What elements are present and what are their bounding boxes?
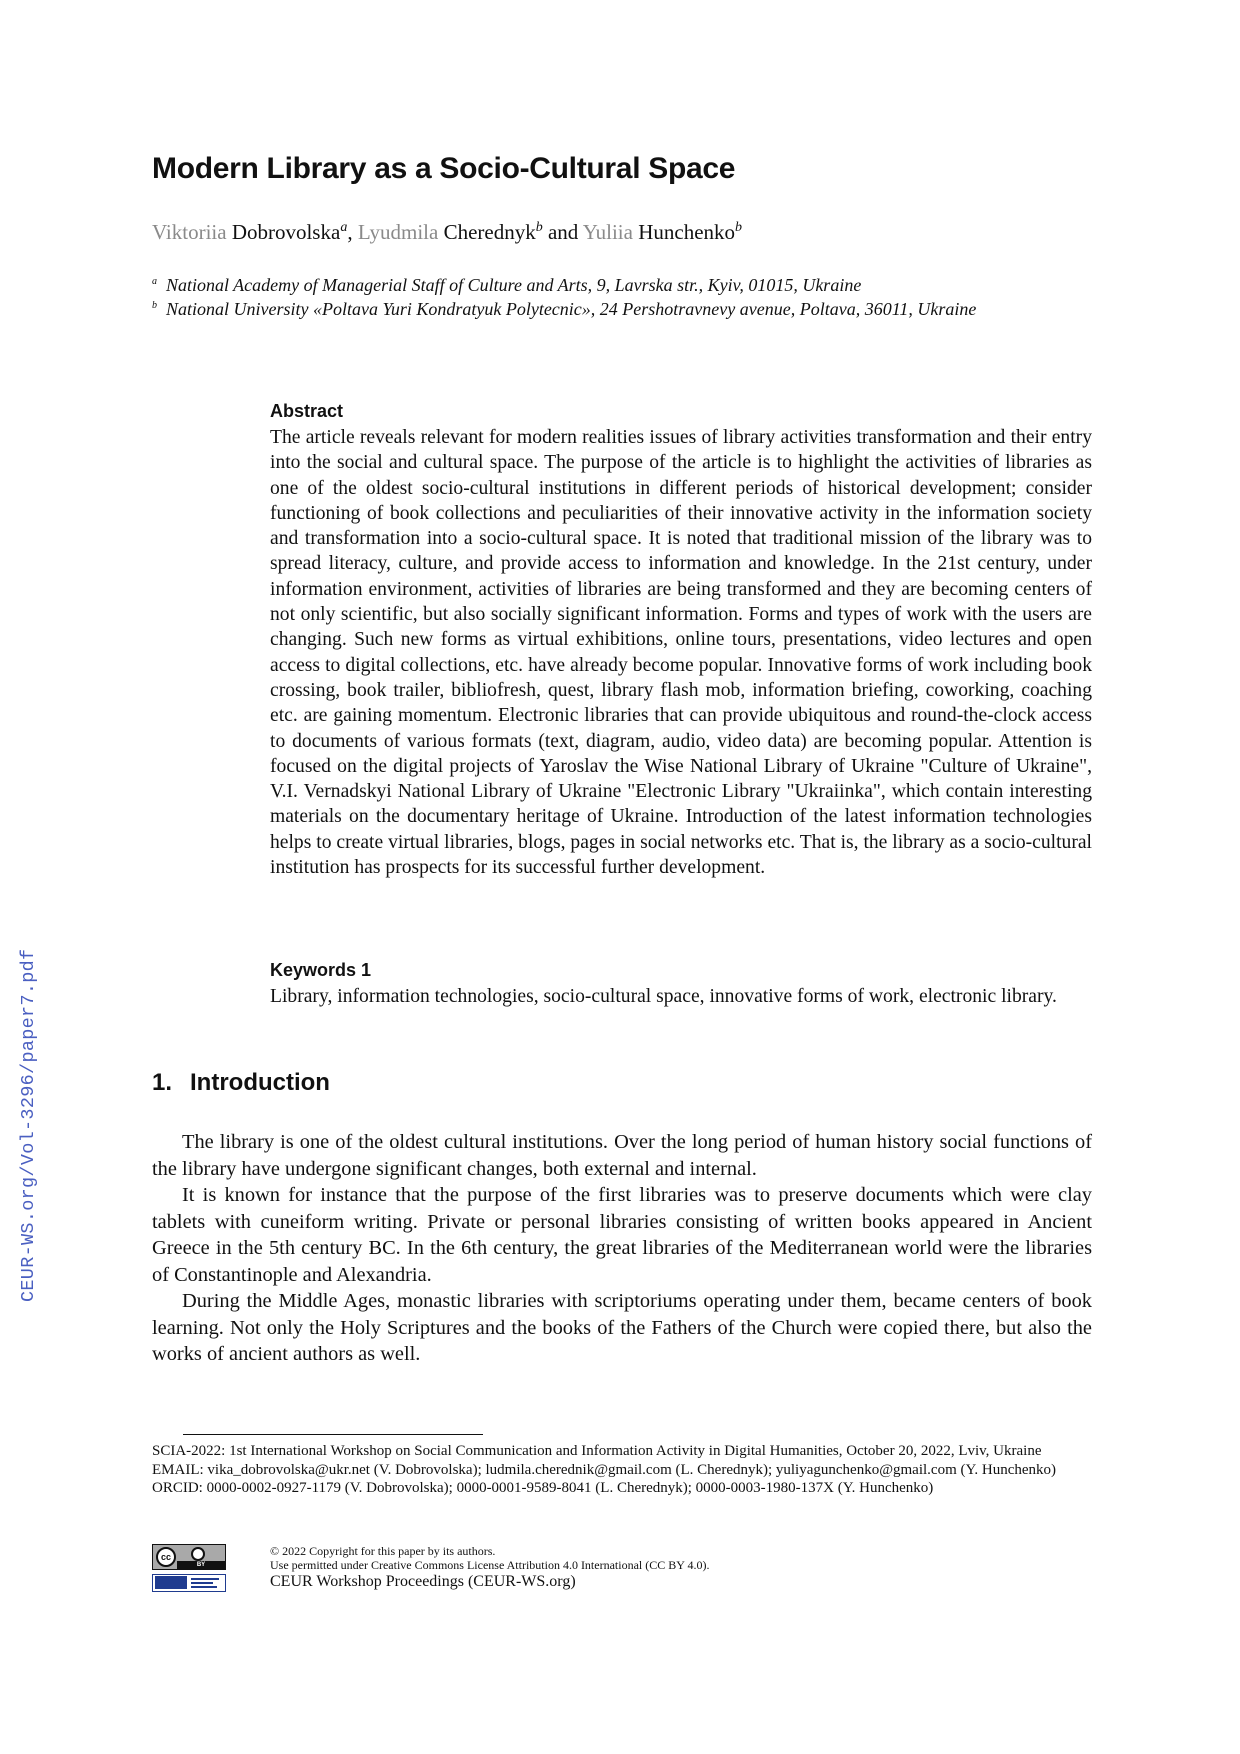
introduction-heading: [152, 1069, 330, 1097]
author-3-given: Yuliia: [582, 220, 633, 244]
affiliation-b: [152, 297, 1092, 321]
intro-paragraph: The library is one of the oldest cultural institutions. Over the long period of human history social functions of the library have undergone significant changes, both external and internal.: [152, 1131, 1092, 1180]
intro-paragraph: During the Middle Ages, monastic libraries with scriptoriums operating under them, became centers of book learning. Not only the Holy Scriptures and the books of the Fathers of the Church were copied there, but also the works of ancient authors as well.: [152, 1290, 1092, 1365]
author-and: and: [547, 220, 579, 244]
cc-icon: cc: [156, 1547, 176, 1567]
footnote-divider: [183, 1434, 483, 1435]
intro-paragraph: It is known for instance that the purpose of the first libraries was to preserve documents which were clay tablets with cuneiform writing. Private or personal libraries consisting of written books appeared in Ancient Greece in the 5th century BC. In the 6th century, the great libraries of the Mediterranean world were the libraries of Constantinople and Alexandria.: [152, 1184, 1092, 1286]
author-2-family: Cherednyk: [443, 220, 536, 244]
section-title: Introduction: [190, 1069, 330, 1096]
footnote-orcid: ORCID: 0000-0002-0927-1179 (V. Dobrovolska); 0000-0001-9589-8041 (L. Cherednyk); 0000-0003-1980-137X (Y. Hunchenko): [152, 1480, 934, 1496]
author-1-given: Viktoriia: [152, 220, 227, 244]
keywords-heading: Keywords 1: [270, 960, 372, 980]
by-label-bar: BY: [177, 1561, 225, 1569]
author-3-family: Hunchenko: [638, 220, 736, 244]
author-1-family: Dobrovolska: [231, 220, 341, 244]
author-line: [152, 220, 742, 245]
ceur-logo-line: [191, 1582, 213, 1584]
footnote-email: EMAIL: vika_dobrovolska@ukr.net (V. Dobrovolska); ludmila.cherednik@gmail.com (L. Cherednyk); yuliyagunchenko@gmail.com (Y. Hunchenko): [152, 1461, 1057, 1478]
keywords-text: Library, information technologies, socio-cultural space, innovative forms of work, electronic library.: [270, 986, 1057, 1007]
attribution-icon: [191, 1547, 205, 1561]
section-number: 1.: [152, 1069, 173, 1096]
introduction-body: [152, 1129, 1092, 1368]
ceur-logo-line: [191, 1586, 217, 1588]
proceedings-name: CEUR Workshop Proceedings (CEUR-WS.org): [270, 1573, 576, 1590]
affiliation-a-text: National Academy of Managerial Staff of Culture and Arts, 9, Lavrska str., Kyiv, 01015, Ukraine: [166, 275, 862, 295]
ceur-logo-block: [155, 1576, 187, 1589]
footnotes: [152, 1442, 1092, 1498]
license-block: [152, 1544, 852, 1592]
affiliation-a-mark: a: [152, 276, 157, 287]
abstract-text: The article reveals relevant for modern realities issues of library activities transformation and their entry into the social and cultural space. The purpose of the article is to highlight the activities of libraries as one of the oldest socio-cultural institutions in different periods of historical development; consider functioning of book collections and peculiarities of their innovative activity in the information society and transformation into a socio-cultural space. It is noted that traditional mission of the library was to spread literacy, culture, and provide access to information and knowledge. In the 21st century, under information environment, activities of libraries are being transformed and they are becoming centers of not only scientific, but also socially significant information. Forms and types of work with the users are changing. Such new forms as virtual exhibitions, online tours, presentations, video lectures and open access to digital collections, etc. have already become popular. Innovative forms of work including book crossing, book trailer, bibliofresh, quest, library flash mob, information briefing, coworking, coaching etc. are gaining momentum. Electronic libraries that can provide ubiquitous and round-the-clock access to documents of various formats (text, diagram, audio, video data) are becoming popular. Attention is focused on the digital projects of Yaroslav the Wise National Library of Ukraine "Culture of Ukraine", V.I. Vernadskyi National Library of Ukraine "Electronic Library "Ukraiinka", which contain interesting materials on the documentary heritage of Ukraine. Introduction of the latest information technologies helps to create virtual libraries, blogs, pages in social networks etc. That is, the library as a socio-cultural institution has prospects for its successful further development.: [270, 427, 1092, 879]
ceur-logo[interactable]: [152, 1574, 226, 1592]
ceur-logo-line: [191, 1578, 219, 1580]
copyright-text: © 2022 Copyright for this paper by its authors.: [270, 1544, 496, 1558]
affiliation-b-mark: b: [152, 300, 157, 311]
author-3-mark: b: [735, 220, 743, 235]
abstract-heading: Abstract: [270, 401, 344, 421]
ceur-side-stamp[interactable]: CEUR-WS.org/Vol-3296/paper7.pdf: [18, 948, 39, 1302]
author-1-mark: a: [340, 220, 348, 235]
author-separator: ,: [347, 220, 353, 244]
author-2-mark: b: [535, 220, 543, 235]
affiliation-b-text: National University «Poltava Yuri Kondratyuk Polytecnic», 24 Pershotravnevy avenue, Poltava, 36011, Ukraine: [166, 299, 977, 319]
cc-by-logo[interactable]: [152, 1544, 226, 1570]
footnote-conference: SCIA-2022: 1st International Workshop on Social Communication and Information Activity in Digital Humanities, October 20, 2022, Lviv, Ukraine: [152, 1443, 1042, 1459]
author-2-given: Lyudmila: [357, 220, 439, 244]
paper-title: Modern Library as a Socio-Cultural Space: [152, 152, 736, 185]
license-terms: Use permitted under Creative Commons License Attribution 4.0 International (CC BY 4.0).: [270, 1558, 710, 1572]
affiliation-a: [152, 273, 1092, 297]
